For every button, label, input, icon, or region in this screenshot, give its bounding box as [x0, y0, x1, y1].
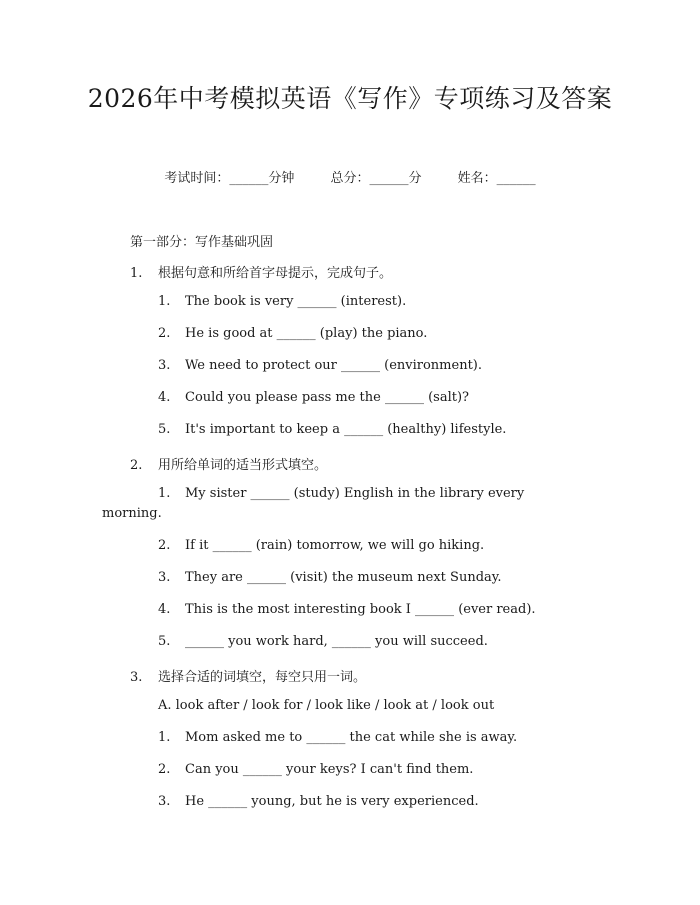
exercise-item	[158, 570, 502, 585]
exercise-item	[158, 294, 406, 309]
exercise-item	[158, 326, 427, 341]
exercise-item	[158, 538, 484, 553]
item-number: 3.	[158, 358, 171, 373]
item-text: ______ you work hard, ______ you will succeed.	[185, 634, 488, 649]
item-number: 3.	[158, 570, 171, 585]
item-continuation: morning.	[102, 506, 162, 521]
question-3	[130, 666, 366, 685]
exam-time-unit: 分钟	[268, 171, 295, 186]
item-text: He is good at ______ (play) the piano.	[185, 326, 428, 341]
total-score-blank: ______	[369, 171, 409, 186]
item-text: They are ______ (visit) the museum next Sunday.	[185, 570, 502, 585]
page-title: 2026年中考模拟英语《写作》专项练习及答案	[87, 84, 613, 113]
exam-info-row	[0, 167, 700, 186]
item-number: 1.	[158, 730, 171, 745]
exercise-item	[158, 634, 488, 649]
item-number: 3.	[158, 794, 171, 809]
item-text: If it ______ (rain) tomorrow, we will go hiking.	[185, 538, 485, 553]
question-number: 1.	[130, 266, 143, 281]
exercise-item	[158, 486, 524, 501]
item-text: This is the most interesting book I ______ (ever read).	[185, 602, 536, 617]
item-text: We need to protect our ______ (environment).	[185, 358, 482, 373]
exercise-item	[158, 730, 517, 745]
question-instruction: 选择合适的词填空，每空只用一词。	[158, 670, 367, 685]
name-blank: ______	[496, 171, 536, 186]
item-number: 1.	[158, 486, 171, 501]
question-1	[130, 262, 392, 281]
item-text: It's important to keep a ______ (healthy) lifestyle.	[185, 422, 507, 437]
item-number: 2.	[158, 538, 171, 553]
item-text: Can you ______ your keys? I can't find them.	[185, 762, 474, 777]
item-text: The book is very ______ (interest).	[185, 294, 407, 309]
section-title: 第一部分：写作基础巩固	[130, 235, 274, 250]
item-text: He ______ young, but he is very experienced.	[185, 794, 479, 809]
name-label: 姓名：	[457, 171, 497, 186]
question-instruction: 用所给单词的适当形式填空。	[158, 458, 328, 473]
exercise-item	[158, 762, 473, 777]
item-text: My sister ______ (study) English in the library every	[185, 486, 525, 501]
item-number: 2.	[158, 326, 171, 341]
item-number: 4.	[158, 602, 171, 617]
word-options: A. look after / look for / look like / look at / look out	[158, 698, 495, 713]
total-score-unit: 分	[408, 171, 422, 186]
item-text: Could you please pass me the ______ (salt)?	[185, 390, 470, 405]
item-number: 5.	[158, 634, 171, 649]
exercise-item	[158, 794, 479, 809]
exercise-item	[158, 602, 536, 617]
exercise-item	[158, 422, 506, 437]
item-text: Mom asked me to ______ the cat while she is away.	[185, 730, 518, 745]
name-field	[458, 171, 536, 186]
item-number: 5.	[158, 422, 171, 437]
item-number: 4.	[158, 390, 171, 405]
exercise-item	[158, 390, 469, 405]
exam-time-blank: ______	[229, 171, 269, 186]
total-score-label: 总分：	[330, 171, 370, 186]
exercise-item	[158, 358, 482, 373]
question-number: 3.	[130, 670, 143, 685]
question-instruction: 根据句意和所给首字母提示，完成句子。	[158, 266, 393, 281]
exam-time-field	[164, 171, 294, 186]
question-number: 2.	[130, 458, 143, 473]
total-score-field	[330, 171, 421, 186]
exam-time-label: 考试时间：	[164, 171, 230, 186]
item-number: 2.	[158, 762, 171, 777]
item-number: 1.	[158, 294, 171, 309]
question-2	[130, 454, 327, 473]
